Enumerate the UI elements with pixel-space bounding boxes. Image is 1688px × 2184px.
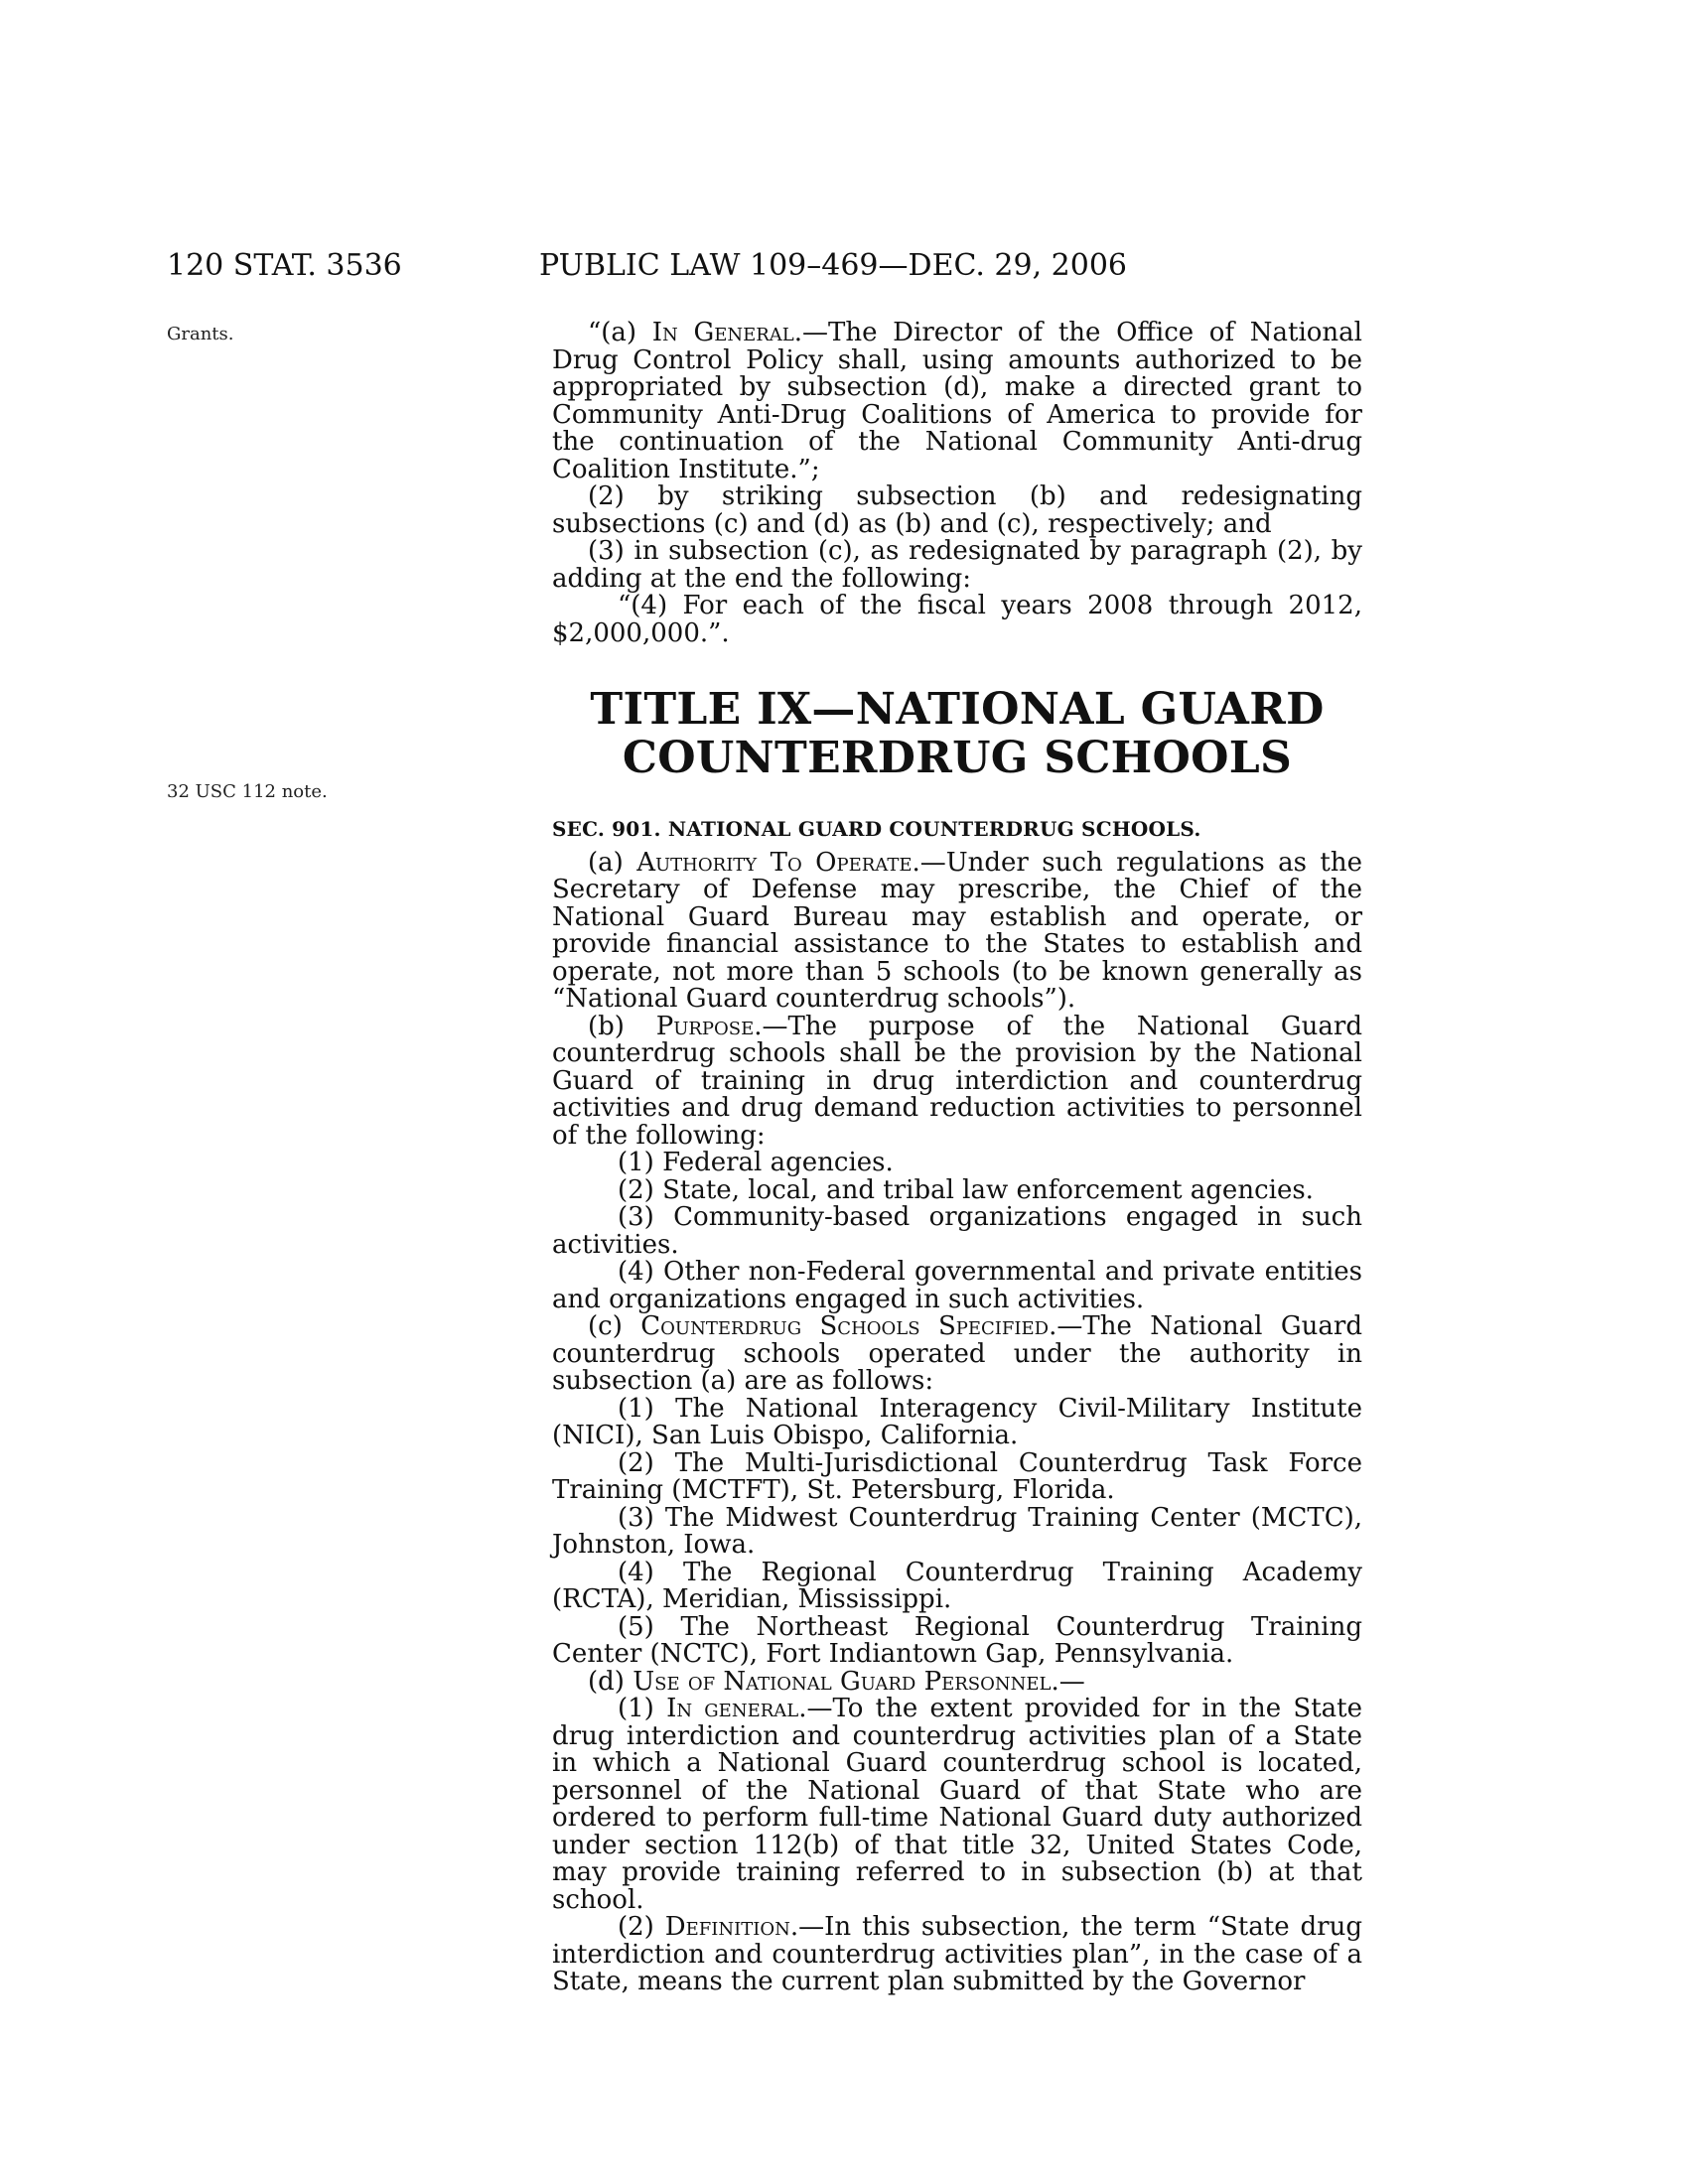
subsection-c-item: (2) The Multi-Jurisdictional Counterdrug Task Force Training (MCTFT), St. Petersburg, Florida. — [552, 1447, 1362, 1505]
subsection-b-item: (3) Community-based organizations engaged in such activities. — [552, 1202, 1362, 1260]
subsection-c-item: (3) The Midwest Counterdrug Training Center (MCTC), Johnston, Iowa. — [552, 1502, 1362, 1560]
stat-page-number: 120 STAT. 3536 — [167, 248, 402, 283]
margin-note-grants: Grants. — [167, 324, 234, 344]
subsection-c-item: (1) The National Interagency Civil-Military Institute (NICI), San Luis Obispo, California. — [552, 1393, 1362, 1450]
subsection-b-item: (2) State, local, and tribal law enforcement agencies. — [618, 1174, 1314, 1205]
subsection-c-item: (5) The Northeast Regional Counterdrug Training Center (NCTC), Fort Indiantown Gap, Pennsylvania. — [552, 1611, 1362, 1669]
public-law-citation: PUBLIC LAW 109–469—DEC. 29, 2006 — [539, 248, 1128, 283]
document-body — [552, 320, 1362, 1996]
title-heading: TITLE IX—NATIONAL GUARD COUNTERDRUG SCHOOLS — [590, 684, 1325, 783]
paragraph-4: “(4) For each of the fiscal years 2008 through 2012, $2,000,000.”. — [552, 591, 1362, 648]
subsection-c: (c) Counterdrug Schools Specified.—The National Guard counterdrug schools operated under the authority in subsection (a) are as follows: — [552, 1311, 1362, 1396]
paragraph-2: (2) by striking subsection (b) and redesignating subsections (c) and (d) as (b) and (c), respectively; and — [552, 481, 1362, 539]
subsection-b-item: (4) Other non-Federal governmental and private entities and organizations engaged in such activities. — [552, 1257, 1362, 1314]
paragraph-3: (3) in subsection (c), as redesignated by paragraph (2), by adding at the end the following: — [552, 536, 1362, 594]
subsection-d-2: (2) Definition.—In this subsection, the term “State drug interdiction and counterdrug activities plan”, in the case of a State, means the current plan submitted by the Governor — [552, 1912, 1362, 1996]
subsection-c-item: (4) The Regional Counterdrug Training Academy (RCTA), Meridian, Mississippi. — [552, 1557, 1362, 1614]
margin-note-usc: 32 USC 112 note. — [167, 781, 328, 802]
subsection-d-1: (1) In general.—To the extent provided for in the State drug interdiction and counterdrug activities plan of a State in which a National Guard counterdrug school is located, personnel of the National Guard of that State who are ordered to perform full-time National Guard duty authorized under section 112(b) of that title 32, United States Code, may provide training referred to in subsection (b) at that school. — [552, 1694, 1362, 1915]
subsection-d: (d) Use of National Guard Personnel.— — [588, 1666, 1085, 1697]
paragraph-a-general: “(a) In General.—The Director of the Office of National Drug Control Policy shall, using amounts authorized to be appropriated by subsection (d), make a directed grant to Community Anti-Drug Coalitions of America to provide for the continuation of the National Community Anti-drug Coalition Institute.”; — [552, 318, 1362, 484]
subsection-b: (b) Purpose.—The purpose of the National Guard counterdrug schools shall be the provision by the National Guard of training in drug interdiction and counterdrug activities and drug demand reduction activities to personnel of the following: — [552, 1011, 1362, 1151]
subsection-a: (a) Authority To Operate.—Under such regulations as the Secretary of Defense may prescribe, the Chief of the National Guard Bureau may establish and operate, or provide financial assistance to the States to establish and operate, not more than 5 schools (to be known generally as “National Guard counterdrug schools”). — [552, 847, 1362, 1014]
subsection-b-item: (1) Federal agencies. — [618, 1148, 894, 1177]
section-heading: SEC. 901. NATIONAL GUARD COUNTERDRUG SCHOOLS. — [552, 817, 1201, 841]
